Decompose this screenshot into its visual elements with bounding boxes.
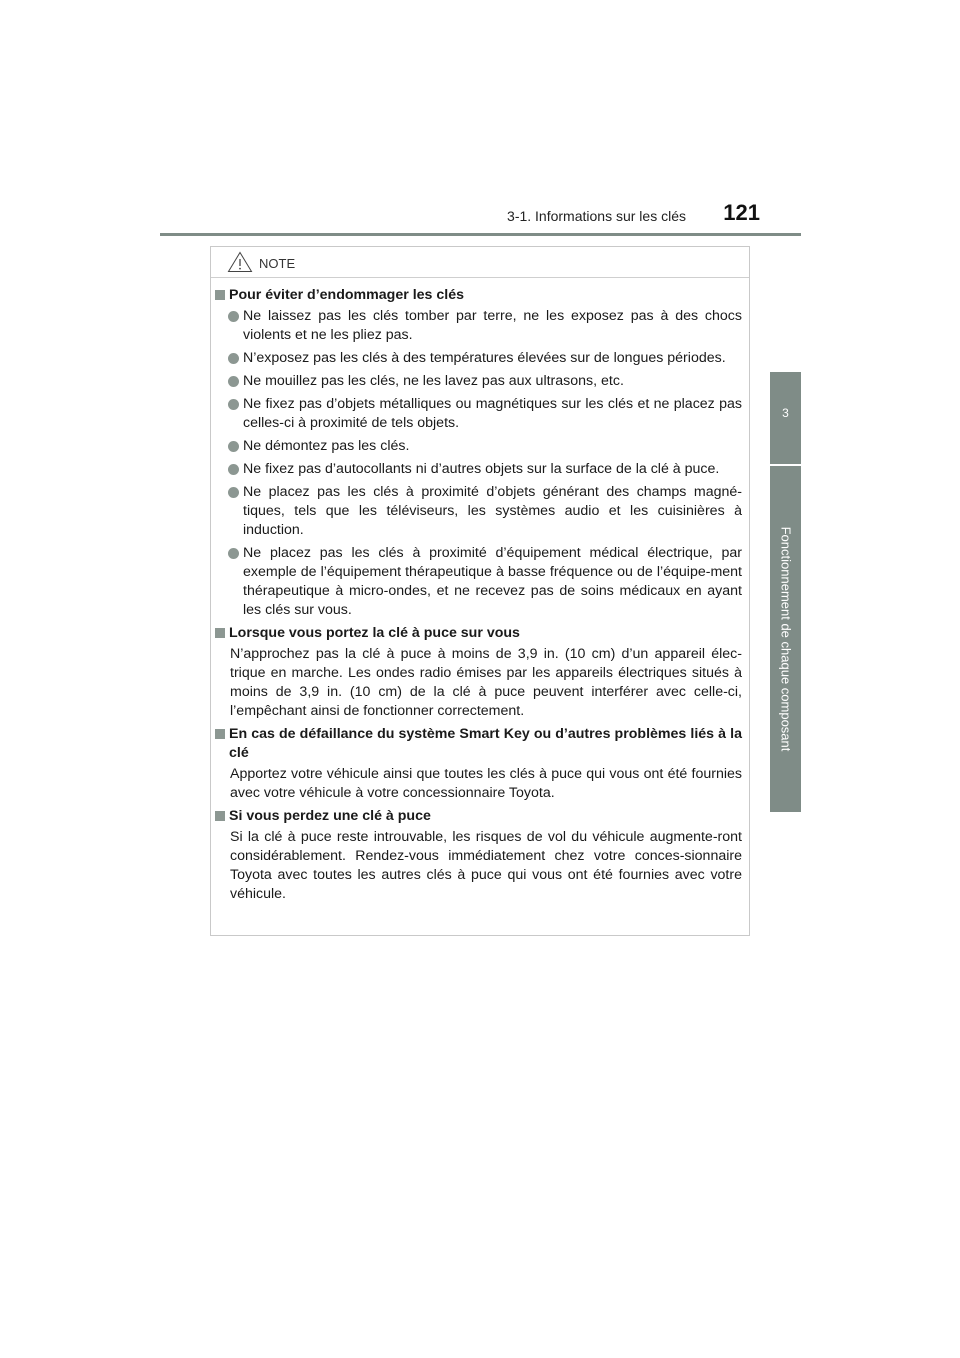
section-title: 3-1. Informations sur les clés (507, 208, 686, 224)
bullet-icon (228, 311, 239, 322)
bullet-icon (228, 376, 239, 387)
square-bullet-icon (215, 290, 225, 300)
header-rule (160, 233, 801, 236)
bullet-icon (228, 441, 239, 452)
section-heading: Si vous perdez une clé à puce (215, 807, 742, 826)
bullet-icon (228, 487, 239, 498)
paragraph: Si la clé à puce reste introuvable, les risques de vol du véhicule augmente-ront considérablement. Rendez-vous immédiatement chez votre conces-sionnaire Toyota avec toutes les autres clés à puce qui vous ont été fournies avec votre véhicule. (230, 829, 742, 902)
bullet-icon (228, 399, 239, 410)
paragraph: Apportez votre véhicule ainsi que toutes les clés à puce qui vous ont été fournies avec votre véhicule à votre concessionnaire Toyota. (230, 766, 742, 801)
list-item: Ne fixez pas d’objets métalliques ou magnétiques sur les clés et ne placez pas celles-ci à proximité de tels objets. (215, 395, 742, 433)
list-item: Ne fixez pas d’autocollants ni d’autres objets sur la surface de la clé à puce. (215, 460, 742, 479)
page-number: 121 (723, 200, 760, 225)
chapter-tab-number: 3 (770, 372, 801, 464)
section-heading: Pour éviter d’endommager les clés (215, 286, 742, 305)
square-bullet-icon (215, 811, 225, 821)
paragraph: N’approchez pas la clé à puce à moins de 3,9 in. (10 cm) d’un appareil élec-trique en marche. Les ondes radio émises par les appareils électriques situés à moins de 3,9 in. (10 cm) de la clé à puce peuvent interférer avec celle-ci, l’empêchant ainsi de fonctionner correctement. (230, 646, 742, 719)
note-label: NOTE (259, 255, 296, 271)
bullet-icon (228, 464, 239, 475)
list-item: Ne mouillez pas les clés, ne les lavez pas aux ultrasons, etc. (215, 372, 742, 391)
note-body (211, 278, 749, 904)
list-item: Ne laissez pas les clés tomber par terre, ne les exposez pas à des chocs violents et ne les pliez pas. (215, 307, 742, 345)
section-heading: Lorsque vous portez la clé à puce sur vous (215, 624, 742, 643)
square-bullet-icon (215, 729, 225, 739)
bullet-icon (228, 353, 239, 364)
section-heading: En cas de défaillance du système Smart Key ou d’autres problèmes liés à la clé (215, 725, 742, 763)
note-box (210, 246, 750, 936)
chapter-tab (770, 466, 801, 812)
list-item: Ne placez pas les clés à proximité d’objets générant des champs magné-tiques, tels que les téléviseurs, les systèmes audio et les cuisinières à induction. (215, 483, 742, 540)
note-header (211, 247, 749, 278)
list-item: Ne placez pas les clés à proximité d’équipement médical électrique, par exemple de l’équipement thérapeutique à basse fréquence ou de l’équipe-ment thérapeutique à micro-ondes, et ne recevez pas de soins médicaux en ayant les clés sur vous. (215, 544, 742, 620)
list-item: N’exposez pas les clés à des températures élevées sur de longues périodes. (215, 349, 742, 368)
warning-triangle-icon (227, 251, 253, 273)
list-item: Ne démontez pas les clés. (215, 437, 742, 456)
square-bullet-icon (215, 628, 225, 638)
chapter-tab-title: Fonctionnement de chaque composant (778, 526, 793, 752)
bullet-icon (228, 548, 239, 559)
